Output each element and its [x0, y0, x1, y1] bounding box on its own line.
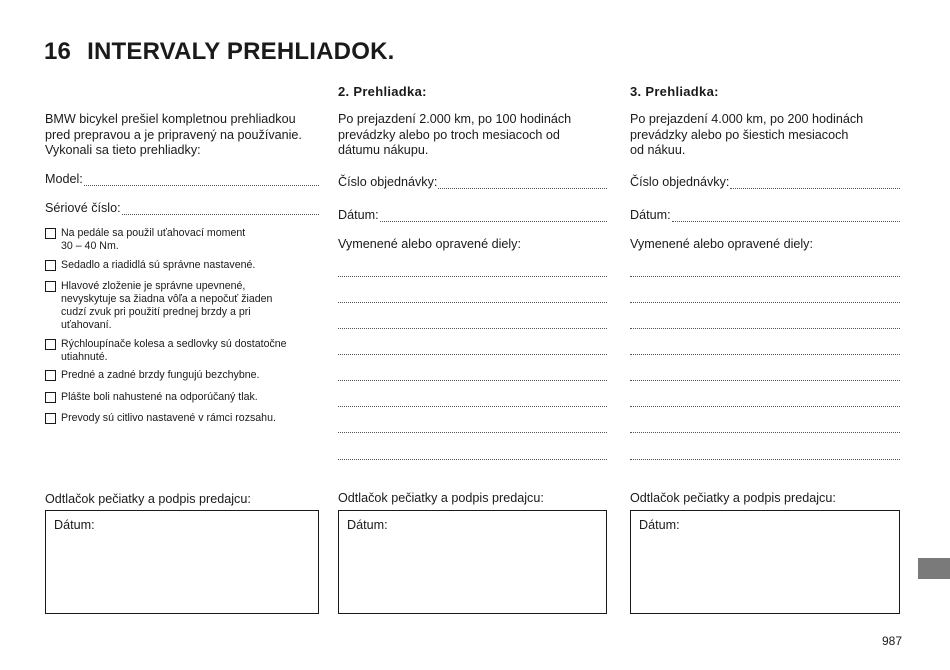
checkbox[interactable]	[45, 281, 56, 292]
model-field[interactable]	[45, 172, 319, 186]
stamp-signature-box[interactable]	[630, 510, 900, 614]
checkbox[interactable]	[45, 260, 56, 271]
date-field[interactable]	[338, 208, 607, 222]
checklist-item-label: Predné a zadné brzdy fungujú bezchybne.	[61, 369, 260, 381]
section-heading: 2. Prehliadka:	[338, 84, 427, 99]
order-number-input-line[interactable]	[730, 176, 900, 189]
parts-input-line[interactable]	[630, 406, 900, 407]
stamp-date-label: Dátum:	[639, 518, 680, 532]
checkbox[interactable]	[45, 228, 56, 239]
checkbox[interactable]	[45, 413, 56, 424]
chapter-tab-marker	[918, 558, 950, 579]
parts-label: Vymenené alebo opravené diely:	[338, 237, 521, 251]
checklist-item-label: Na pedále sa použil uťahovací moment 30 – 40 Nm.	[61, 227, 246, 252]
parts-input-line[interactable]	[630, 459, 900, 460]
stamp-label: Odtlačok pečiatky a podpis predajcu:	[45, 492, 251, 506]
checklist-item[interactable]	[45, 412, 319, 425]
parts-input-line[interactable]	[338, 276, 607, 277]
date-input-line[interactable]	[672, 209, 900, 222]
parts-input-line[interactable]	[338, 354, 607, 355]
order-number-input-line[interactable]	[438, 176, 607, 189]
parts-input-line[interactable]	[630, 380, 900, 381]
date-label: Dátum:	[630, 208, 671, 222]
parts-label: Vymenené alebo opravené diely:	[630, 237, 813, 251]
checklist-item-label: Plášte boli nahustené na odporúčaný tlak.	[61, 391, 258, 403]
checklist-item[interactable]	[45, 227, 319, 253]
stamp-label: Odtlačok pečiatky a podpis predajcu:	[338, 491, 544, 505]
date-input-line[interactable]	[380, 209, 607, 222]
parts-input-line[interactable]	[630, 354, 900, 355]
model-input-line[interactable]	[84, 173, 319, 186]
checklist-item[interactable]	[45, 280, 319, 332]
checklist-item[interactable]	[45, 369, 319, 382]
checklist-item-label: Rýchloupínače kolesa a sedlovky sú dostatočne utiahnuté.	[61, 338, 287, 363]
checkbox[interactable]	[45, 370, 56, 381]
date-label: Dátum:	[338, 208, 379, 222]
parts-input-line[interactable]	[630, 276, 900, 277]
parts-input-line[interactable]	[338, 328, 607, 329]
serial-number-label: Sériové číslo:	[45, 201, 121, 215]
checklist-item[interactable]	[45, 391, 319, 404]
checklist-item[interactable]	[45, 259, 319, 272]
order-number-field[interactable]	[630, 175, 900, 189]
page-number: 987	[882, 634, 903, 648]
stamp-date-label: Dátum:	[54, 518, 95, 532]
intro-text: Po prejazdení 4.000 km, po 200 hodinách prevádzky alebo po šiestich mesiacoch od nákuu.	[630, 112, 864, 157]
order-number-label: Číslo objednávky:	[630, 175, 730, 189]
serial-number-field[interactable]	[45, 201, 319, 215]
parts-input-line[interactable]	[338, 406, 607, 407]
checkbox[interactable]	[45, 339, 56, 350]
checkbox[interactable]	[45, 392, 56, 403]
model-label: Model:	[45, 172, 83, 186]
section-heading: 3. Prehliadka:	[630, 84, 719, 99]
checklist-item-label: Hlavové zloženie je správne upevnené, nevyskytuje sa žiadna vôľa a nepočuť žiaden cudzí zvuk pri použití prednej brzdy a pri uťahovaní.	[61, 280, 273, 331]
parts-input-line[interactable]	[338, 380, 607, 381]
stamp-signature-box[interactable]	[338, 510, 607, 614]
parts-input-line[interactable]	[630, 432, 900, 433]
checklist-item-label: Prevody sú citlivo nastavené v rámci rozsahu.	[61, 412, 276, 424]
chapter-number: 16	[44, 38, 72, 65]
parts-input-line[interactable]	[338, 302, 607, 303]
intro-text: BMW bicykel prešiel kompletnou prehliadkou pred prepravou a je pripravený na používanie. Vykonali sa tieto prehliadky:	[45, 112, 302, 157]
stamp-date-label: Dátum:	[347, 518, 388, 532]
parts-input-line[interactable]	[630, 302, 900, 303]
order-number-label: Číslo objednávky:	[338, 175, 438, 189]
intro-text: Po prejazdení 2.000 km, po 100 hodinách prevádzky alebo po troch mesiacoch od dátumu nákupu.	[338, 112, 572, 157]
checklist-item-label: Sedadlo a riadidlá sú správne nastavené.	[61, 259, 256, 271]
parts-input-line[interactable]	[338, 459, 607, 460]
stamp-signature-box[interactable]	[45, 510, 319, 614]
stamp-label: Odtlačok pečiatky a podpis predajcu:	[630, 491, 836, 505]
parts-input-line[interactable]	[630, 328, 900, 329]
chapter-title: INTERVALY PREHLIADOK.	[87, 38, 395, 65]
order-number-field[interactable]	[338, 175, 607, 189]
checklist-item[interactable]	[45, 338, 319, 364]
serial-number-input-line[interactable]	[122, 202, 319, 215]
date-field[interactable]	[630, 208, 900, 222]
page-title	[44, 38, 394, 66]
parts-input-line[interactable]	[338, 432, 607, 433]
